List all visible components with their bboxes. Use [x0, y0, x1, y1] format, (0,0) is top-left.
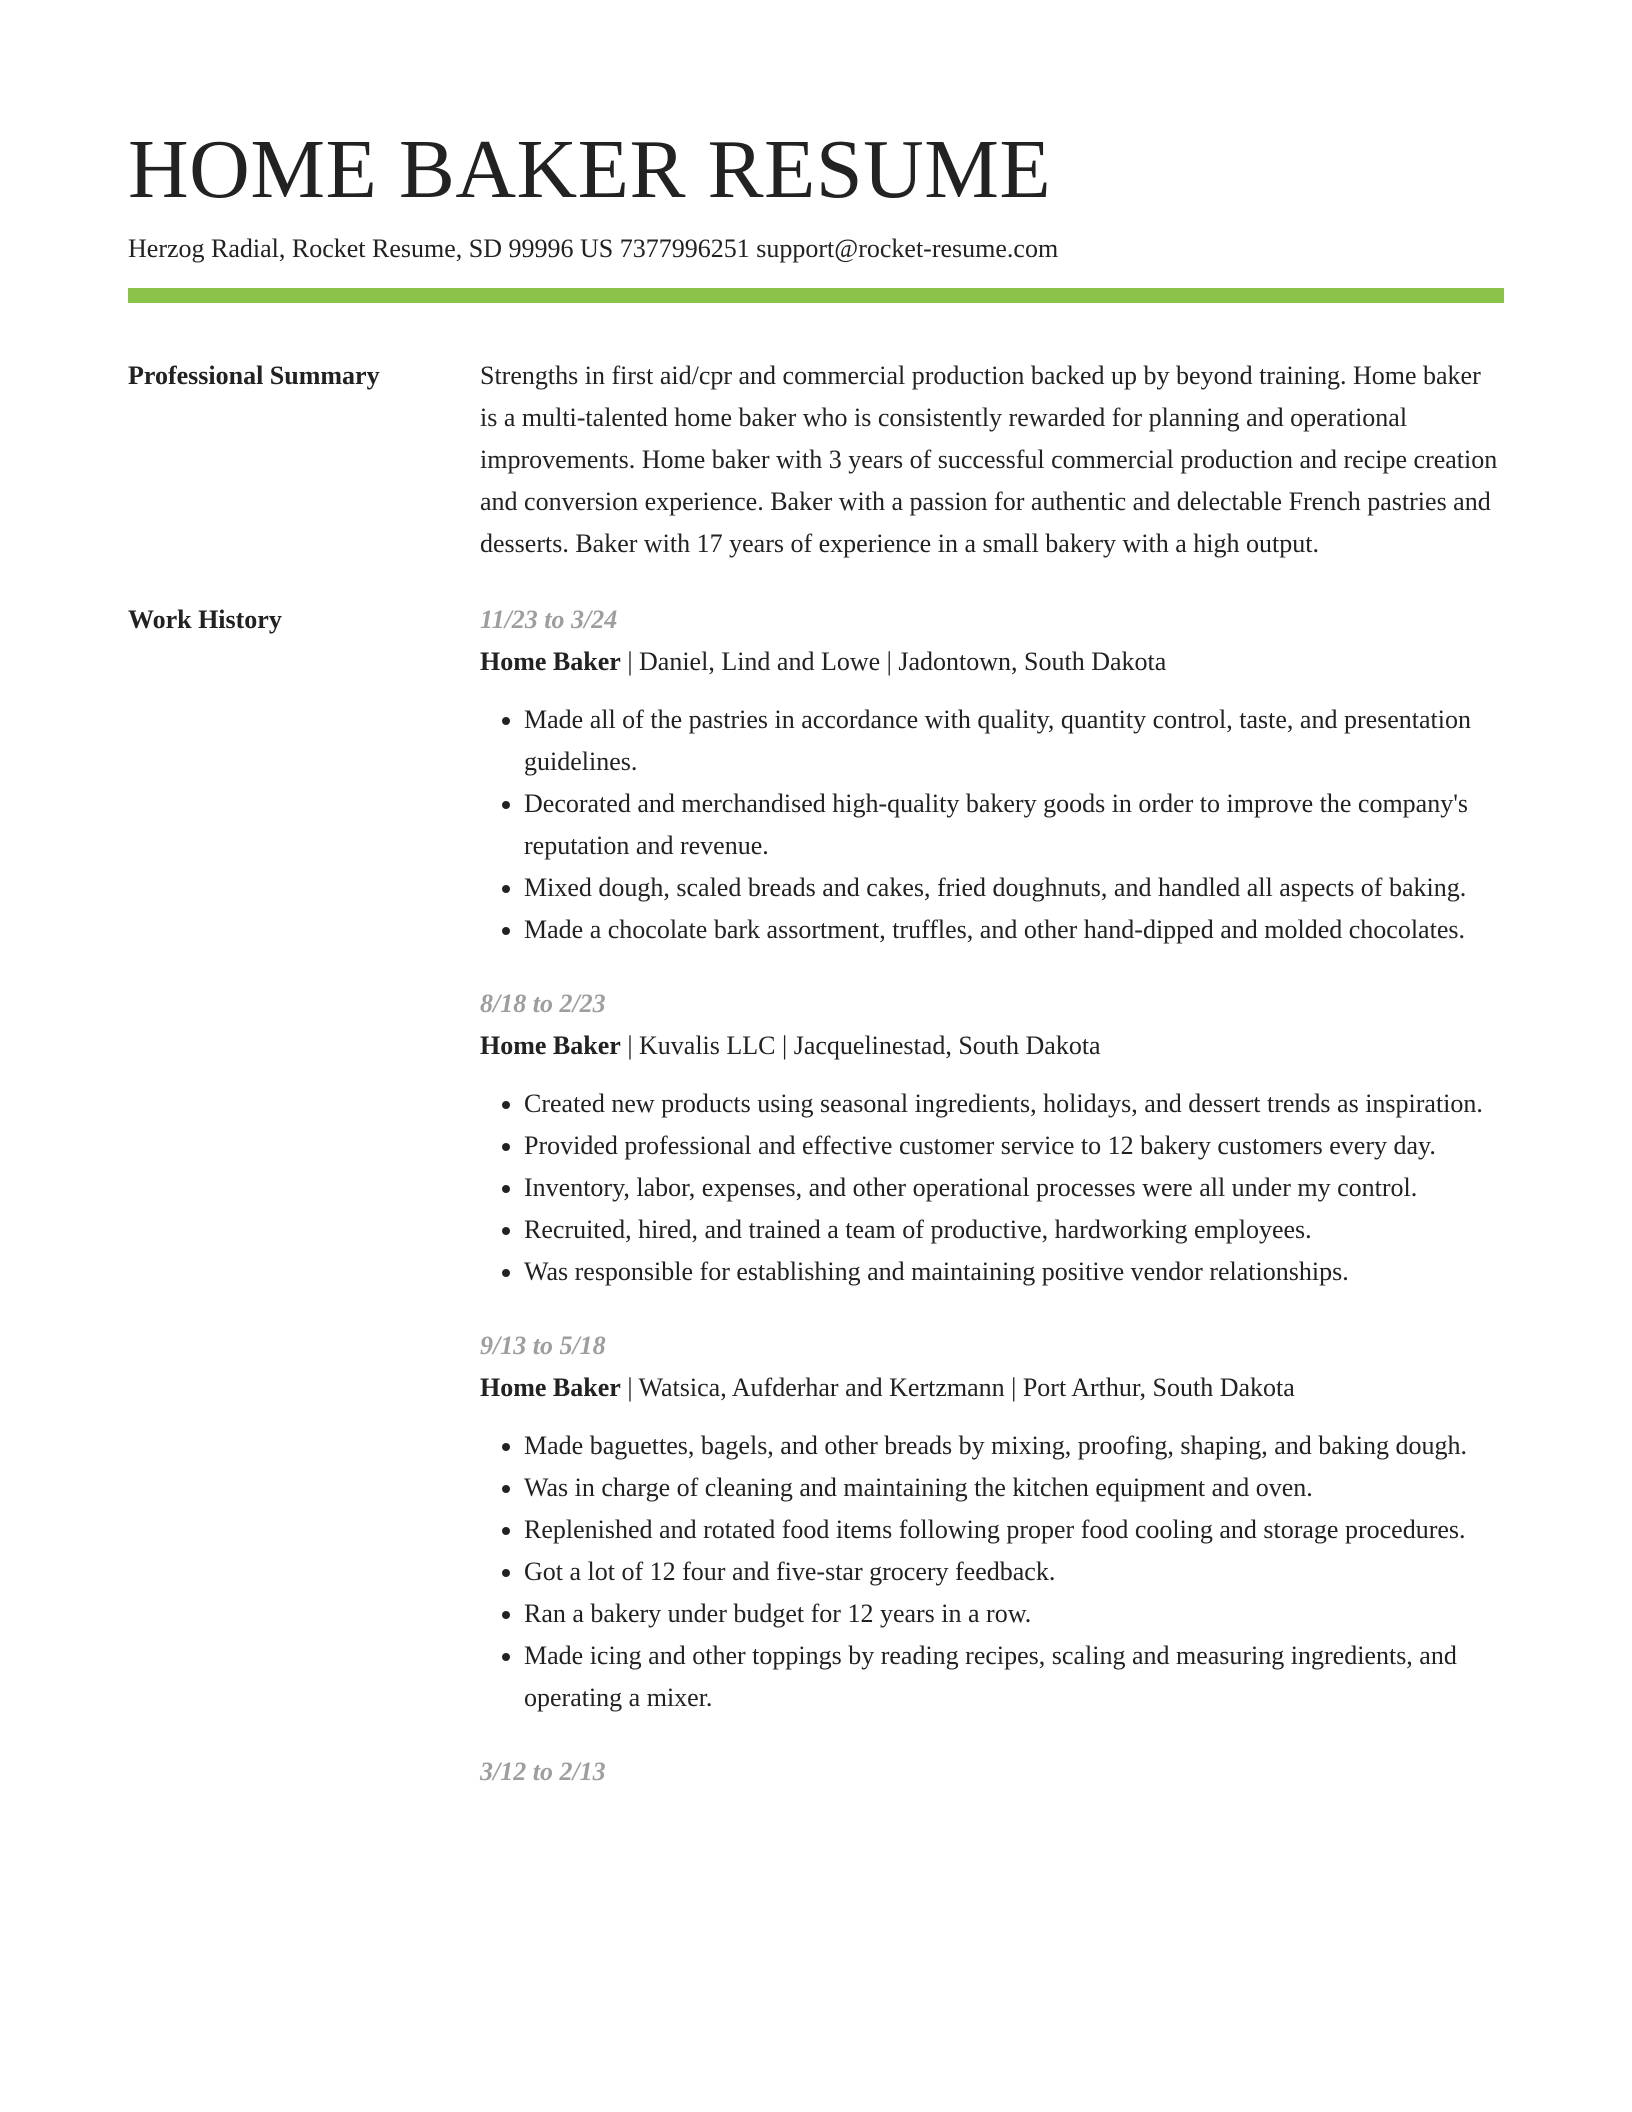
job-heading: [480, 1367, 1504, 1409]
work-history-section: [128, 599, 1504, 1825]
job-employer-location: | Watsica, Aufderhar and Kertzmann | Port Arthur, South Dakota: [620, 1373, 1295, 1402]
job-title: Home Baker: [480, 647, 621, 676]
job-dates: 8/18 to 2/23: [480, 989, 606, 1018]
professional-summary-section: [128, 355, 1504, 565]
job-heading: [480, 641, 1504, 683]
bullet-item: • Got a lot of 12 four and five-star grocery feedback.: [524, 1551, 1504, 1593]
job-entry: [480, 1751, 1504, 1793]
bullet-item: • Ran a bakery under budget for 12 years in a row.: [524, 1593, 1504, 1635]
bullet-item: • Made baguettes, bagels, and other breads by mixing, proofing, shaping, and baking dough.: [524, 1425, 1504, 1467]
bullet-item: • Created new products using seasonal ingredients, holidays, and dessert trends as inspiration.: [524, 1083, 1504, 1125]
bullet-item: • Made a chocolate bark assortment, truffles, and other hand-dipped and molded chocolates.: [524, 909, 1504, 951]
job-entry: [480, 599, 1504, 951]
jobs-list: [480, 599, 1504, 1825]
resume-title: HOME BAKER RESUME: [128, 123, 1052, 216]
contact-line: Herzog Radial, Rocket Resume, SD 99996 US 7377996251 support@rocket-resume.com: [128, 234, 1059, 263]
bullet-item: • Provided professional and effective customer service to 12 bakery customers every day.: [524, 1125, 1504, 1167]
bullet-item: • Made icing and other toppings by reading recipes, scaling and measuring ingredients, and operating a mixer.: [524, 1635, 1504, 1719]
resume-page: [128, 0, 1504, 1825]
job-title: Home Baker: [480, 1373, 621, 1402]
job-dates: 11/23 to 3/24: [480, 605, 618, 634]
summary-text: Strengths in first aid/cpr and commercial production backed up by beyond training. Home baker is a multi-talented home baker who is consistently rewarded for planning and operational improvements. Home baker with 3 years of successful commercial production and recipe creation and conversion experience. Baker with a passion for authentic and delectable French pastries and desserts. Baker with 17 years of experience in a small bakery with a high output.: [480, 361, 1498, 558]
job-entry: [480, 983, 1504, 1293]
section-label: Work History: [128, 605, 282, 634]
bullet-item: • Inventory, labor, expenses, and other operational processes were all under my control.: [524, 1167, 1504, 1209]
bullet-item: • Mixed dough, scaled breads and cakes, fried doughnuts, and handled all aspects of baking.: [524, 867, 1504, 909]
bullet-item: • Replenished and rotated food items following proper food cooling and storage procedures.: [524, 1509, 1504, 1551]
bullet-item: • Decorated and merchandised high-quality bakery goods in order to improve the company's reputation and revenue.: [524, 783, 1504, 867]
job-dates: 3/12 to 2/13: [480, 1757, 606, 1786]
job-employer-location: | Daniel, Lind and Lowe | Jadontown, South Dakota: [620, 647, 1167, 676]
accent-divider: [128, 288, 1504, 303]
job-employer-location: | Kuvalis LLC | Jacquelinestad, South Dakota: [620, 1031, 1101, 1060]
job-dates: 9/13 to 5/18: [480, 1331, 606, 1360]
bullet-item: • Made all of the pastries in accordance with quality, quantity control, taste, and presentation guidelines.: [524, 699, 1504, 783]
job-bullets: [480, 699, 1504, 951]
job-heading: [480, 1025, 1504, 1067]
bullet-item: • Was in charge of cleaning and maintaining the kitchen equipment and oven.: [524, 1467, 1504, 1509]
section-label: Professional Summary: [128, 361, 380, 390]
job-bullets: [480, 1083, 1504, 1293]
job-title: Home Baker: [480, 1031, 621, 1060]
job-bullets: [480, 1425, 1504, 1719]
bullet-item: • Was responsible for establishing and maintaining positive vendor relationships.: [524, 1251, 1504, 1293]
bullet-item: • Recruited, hired, and trained a team of productive, hardworking employees.: [524, 1209, 1504, 1251]
job-entry: [480, 1325, 1504, 1719]
